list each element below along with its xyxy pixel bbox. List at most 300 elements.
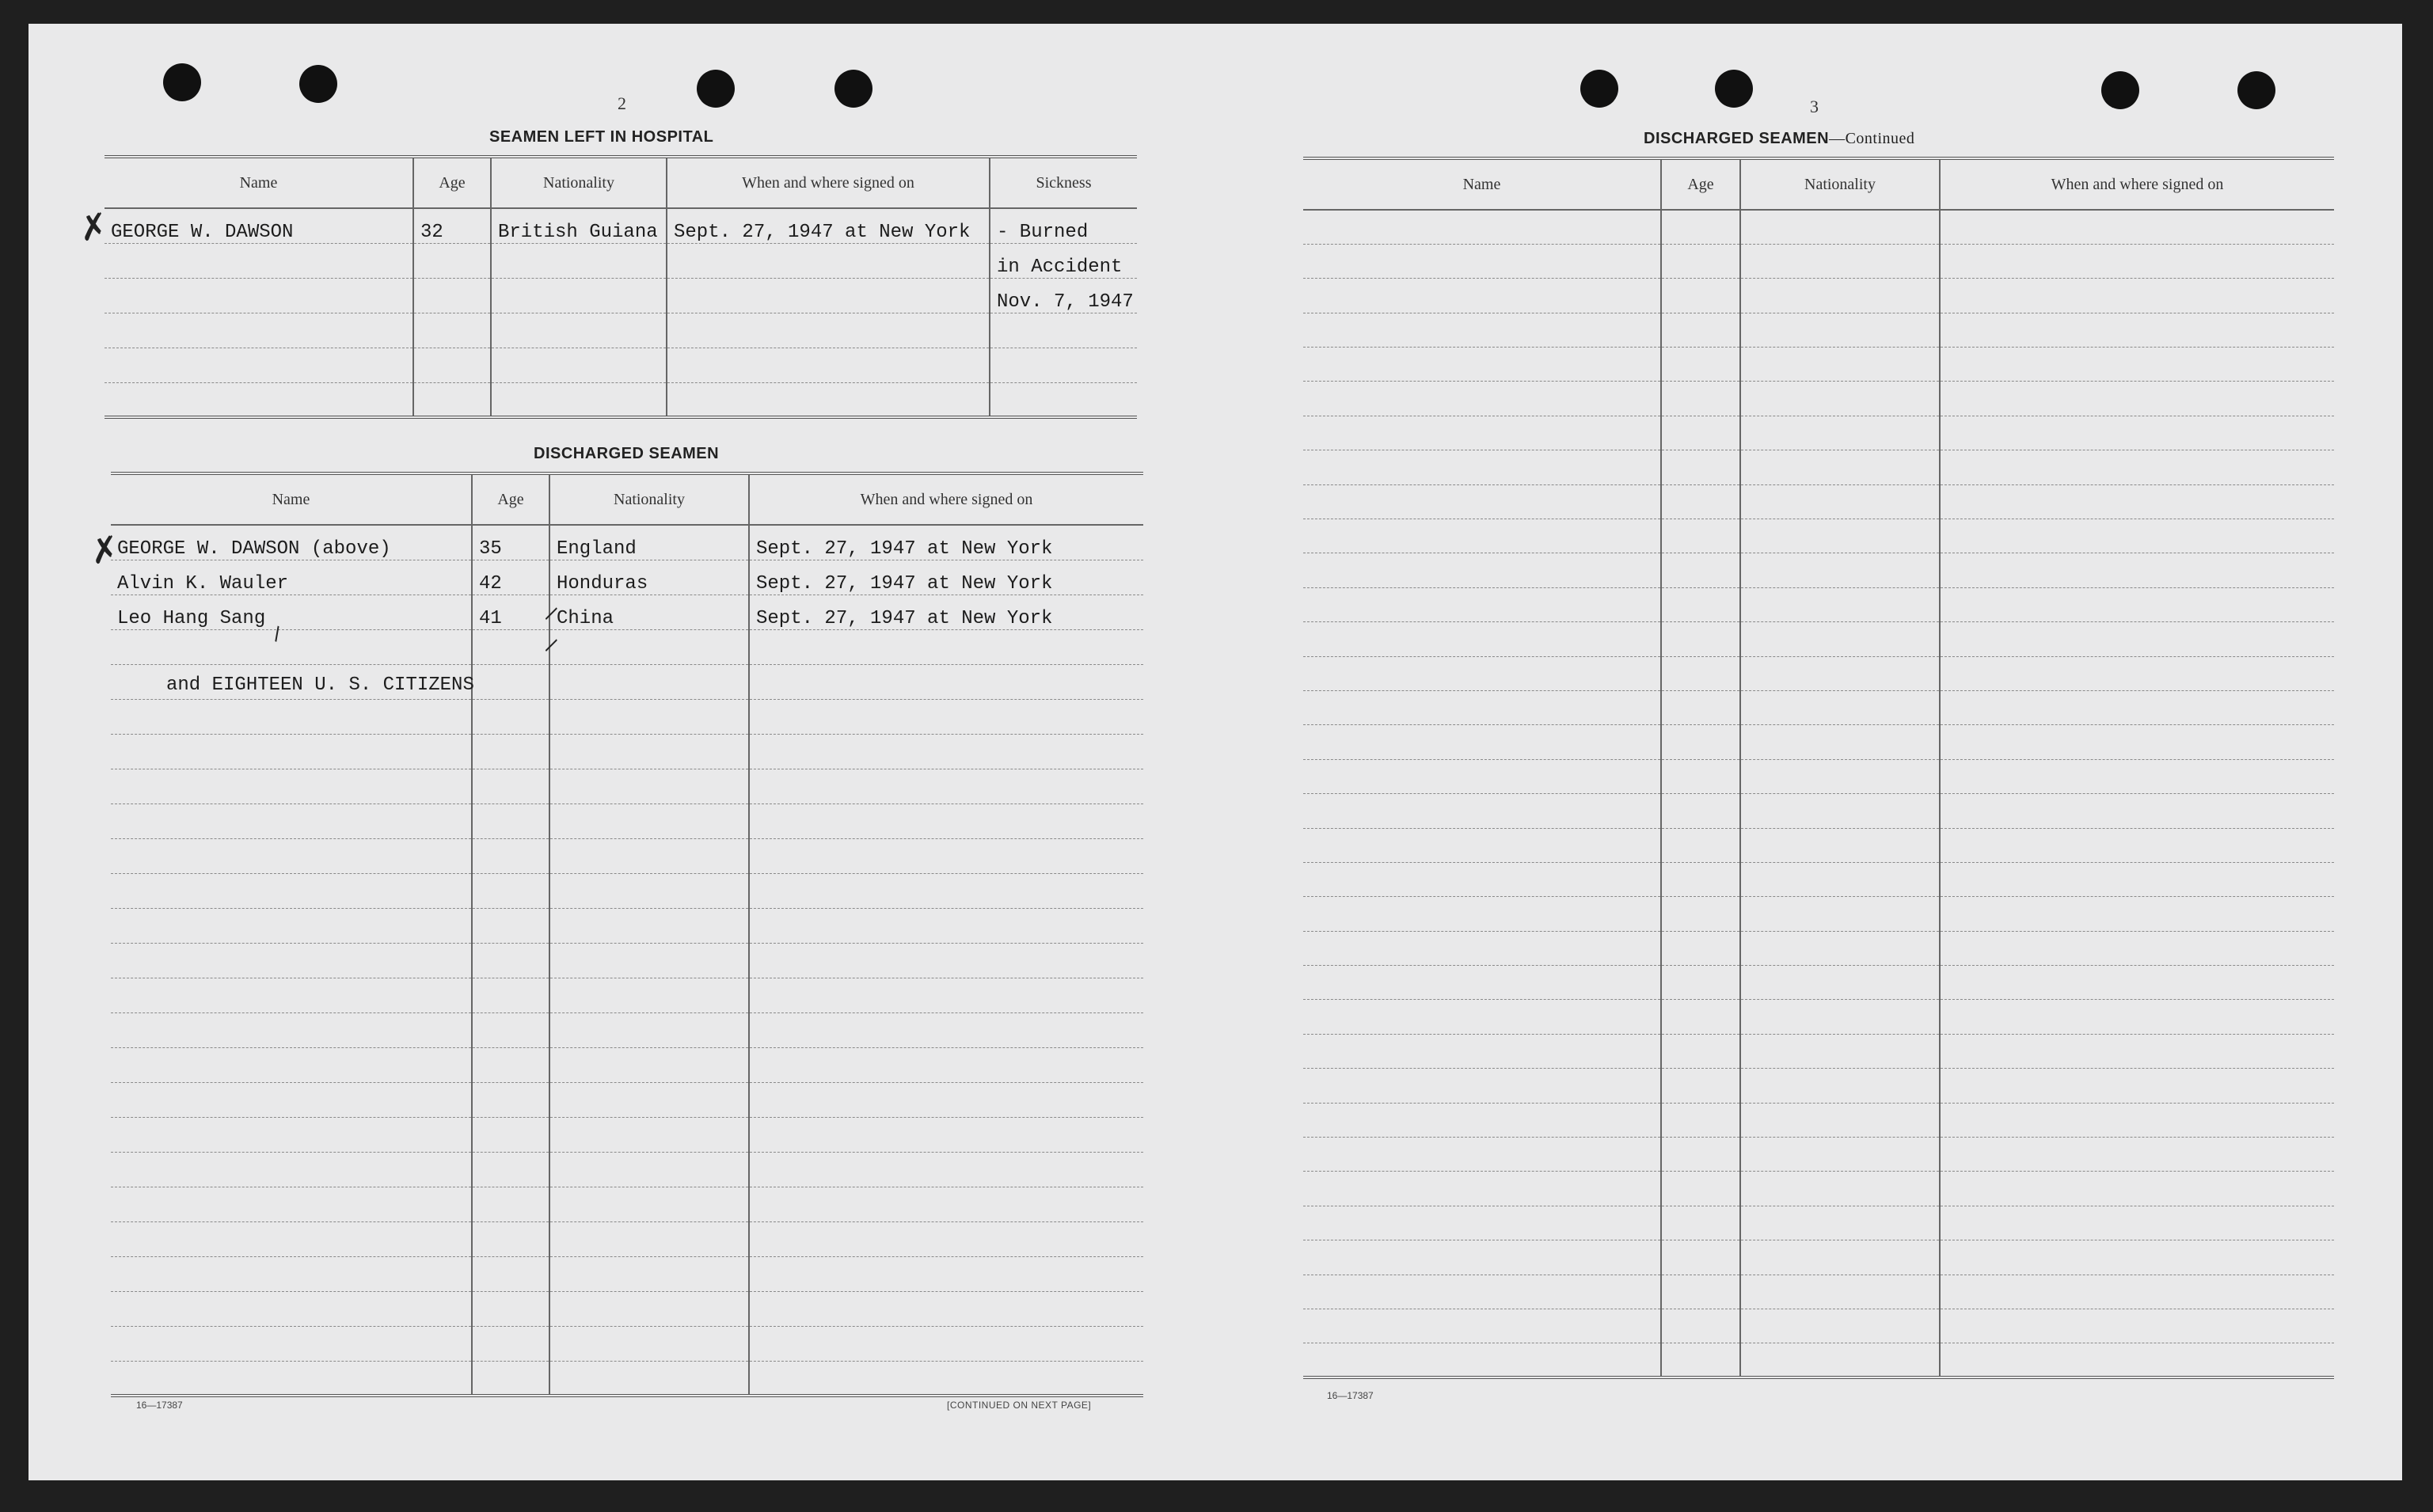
table-row: [1303, 1138, 2334, 1172]
cell-nationality: [1740, 279, 1940, 313]
cell-signed: [1940, 313, 2334, 347]
cell-signed: [749, 734, 1143, 769]
cell-signed: [749, 1291, 1143, 1326]
discharged-continued-title: [1644, 130, 1914, 148]
cell-signed: [1940, 1172, 2334, 1206]
cell-age: [472, 978, 549, 1012]
cell-signed: [1940, 828, 2334, 862]
cell-signed: [749, 943, 1143, 978]
discharged-continued-title-suffix: —Continued: [1829, 130, 1915, 147]
cell-signed: [749, 803, 1143, 838]
cell-nationality: [1740, 690, 1940, 724]
cell-name: [1303, 622, 1661, 656]
cell-signed: [749, 1117, 1143, 1152]
cell-signed: [1940, 1103, 2334, 1137]
table-row: [1303, 622, 2334, 656]
cell-name: [1303, 759, 1661, 793]
cell-nationality: [1740, 416, 1940, 450]
table-row: [105, 243, 1137, 278]
table-row: [111, 1047, 1143, 1082]
table-row: [111, 1187, 1143, 1221]
cell-nationality: [1740, 725, 1940, 759]
table-row: [1303, 1103, 2334, 1137]
cell-nationality: [1740, 1034, 1940, 1068]
cell-name: [1303, 725, 1661, 759]
cell-sickness: [990, 382, 1137, 417]
cell-signed: [749, 873, 1143, 908]
cell-age: [413, 382, 491, 417]
column-header-name: Name: [1303, 158, 1661, 210]
check-mark-icon: ✗: [87, 529, 123, 572]
cell-signed: Sept. 27, 1947 at New York: [667, 208, 990, 243]
table-row: [1303, 1069, 2334, 1103]
cell-nationality: [549, 1221, 749, 1256]
cell-signed: Sept. 27, 1947 at New York: [749, 595, 1143, 629]
cell-nationality: [1740, 382, 1940, 416]
cell-name: GEORGE W. DAWSON (above): [111, 525, 472, 560]
cell-signed: [749, 978, 1143, 1012]
cell-name: [1303, 1240, 1661, 1275]
discharged-continued-title-main: DISCHARGED SEAMEN: [1644, 130, 1830, 147]
cell-nationality: [1740, 656, 1940, 690]
table-row: [111, 734, 1143, 769]
cell-age: [1661, 244, 1740, 278]
cell-name: [111, 734, 472, 769]
table-row: [1303, 484, 2334, 519]
cell-name: [111, 1152, 472, 1187]
cell-age: [1661, 656, 1740, 690]
page-number-left: 2: [618, 93, 626, 113]
tick-mark-icon: \: [269, 621, 285, 647]
cell-name: [105, 382, 413, 417]
table-row: [1303, 1172, 2334, 1206]
cell-signed: [749, 1256, 1143, 1291]
cell-age: [472, 943, 549, 978]
cell-name: [1303, 210, 1661, 244]
column-header-age: Age: [413, 157, 491, 208]
cell-nationality: [1740, 1172, 1940, 1206]
cell-name: [1303, 1172, 1661, 1206]
column-header-age: Age: [1661, 158, 1740, 210]
cell-nationality: [1740, 1275, 1940, 1309]
cell-signed: [1940, 1275, 2334, 1309]
cell-age: [1661, 313, 1740, 347]
cell-name: [1303, 862, 1661, 896]
cell-signed: [1940, 725, 2334, 759]
form-code-right: 16—17387: [1327, 1390, 1374, 1401]
cell-name: [1303, 1138, 1661, 1172]
cell-nationality: [549, 908, 749, 943]
cell-signed: Sept. 27, 1947 at New York: [749, 525, 1143, 560]
cell-age: [413, 278, 491, 313]
cell-nationality: [1740, 862, 1940, 896]
column-header-name: Name: [111, 473, 472, 525]
cell-signed: [749, 699, 1143, 734]
cell-age: [472, 1361, 549, 1396]
cell-name: [1303, 1069, 1661, 1103]
cell-age: [472, 1012, 549, 1047]
column-header-signed-on: When and where signed on: [749, 473, 1143, 525]
table-row: [1303, 794, 2334, 828]
column-header-signed-on: When and where signed on: [667, 157, 990, 208]
cell-age: [472, 1256, 549, 1291]
cell-age: [472, 873, 549, 908]
tick-mark-icon: \: [539, 605, 563, 622]
cell-signed: [749, 1221, 1143, 1256]
cell-nationality: [549, 699, 749, 734]
cell-nationality: [1740, 244, 1940, 278]
cell-age: [472, 1221, 549, 1256]
table-row: [111, 978, 1143, 1012]
cell-sickness: [990, 313, 1137, 348]
cell-name: [111, 629, 472, 664]
table-row: [1303, 244, 2334, 278]
cell-name: [1303, 519, 1661, 553]
cell-signed: [749, 664, 1143, 699]
cell-nationality: [1740, 1138, 1940, 1172]
table-row: [111, 525, 1143, 560]
discharged-table-header: [111, 473, 1143, 525]
cell-name: [1303, 382, 1661, 416]
cell-signed: [1940, 210, 2334, 244]
cell-name: Alvin K. Wauler: [111, 560, 472, 595]
cell-age: [472, 838, 549, 873]
cell-age: [1661, 966, 1740, 1000]
cell-name: [1303, 897, 1661, 931]
table-row: [111, 769, 1143, 803]
cell-nationality: [491, 348, 667, 382]
cell-age: [472, 1152, 549, 1187]
cell-nationality: [549, 978, 749, 1012]
hospital-table-header: [105, 157, 1137, 208]
cell-nationality: [1740, 1240, 1940, 1275]
discharged-continued-table-header: [1303, 158, 2334, 210]
cell-age: [1661, 759, 1740, 793]
cell-name: [1303, 553, 1661, 587]
table-row: [111, 1221, 1143, 1256]
cell-signed: [1940, 244, 2334, 278]
cell-name: [111, 1047, 472, 1082]
cell-name: [1303, 794, 1661, 828]
cell-nationality: China: [549, 595, 749, 629]
cell-signed: [1940, 348, 2334, 382]
cell-nationality: [549, 838, 749, 873]
cell-nationality: [549, 769, 749, 803]
table-row: [1303, 348, 2334, 382]
cell-nationality: [1740, 931, 1940, 965]
cell-nationality: [549, 1047, 749, 1082]
cell-name: [111, 943, 472, 978]
table-row: [111, 908, 1143, 943]
cell-nationality: [1740, 1206, 1940, 1240]
cell-name: [105, 348, 413, 382]
tick-mark-icon: \: [539, 636, 563, 654]
table-row: [105, 313, 1137, 348]
table-row: [1303, 897, 2334, 931]
cell-signed: [749, 1047, 1143, 1082]
cell-age: 41: [472, 595, 549, 629]
cell-signed: [749, 1326, 1143, 1361]
cell-name: [111, 1187, 472, 1221]
cell-name: [105, 243, 413, 278]
table-row: [1303, 210, 2334, 244]
table-row: [1303, 1034, 2334, 1068]
cell-signed: [1940, 450, 2334, 484]
cell-signed: [749, 1187, 1143, 1221]
cell-nationality: [1740, 1069, 1940, 1103]
cell-name: [1303, 1103, 1661, 1137]
table-row: [111, 1082, 1143, 1117]
cell-signed: [1940, 794, 2334, 828]
cell-nationality: [549, 1256, 749, 1291]
cell-age: [472, 1326, 549, 1361]
cell-age: 42: [472, 560, 549, 595]
cell-signed: [1940, 1034, 2334, 1068]
column-header-nationality: Nationality: [549, 473, 749, 525]
cell-age: 32: [413, 208, 491, 243]
table-row: [1303, 382, 2334, 416]
cell-age: [472, 1187, 549, 1221]
cell-nationality: Honduras: [549, 560, 749, 595]
cell-name: [1303, 313, 1661, 347]
cell-age: [1661, 1275, 1740, 1309]
cell-age: [1661, 690, 1740, 724]
table-row: [111, 1012, 1143, 1047]
cell-nationality: [1740, 1000, 1940, 1034]
cell-signed: [1940, 931, 2334, 965]
table-row: [111, 699, 1143, 734]
table-row: [111, 560, 1143, 595]
cell-signed: [1940, 1000, 2334, 1034]
cell-age: [472, 1291, 549, 1326]
cell-age: [1661, 450, 1740, 484]
cell-age: [413, 348, 491, 382]
cell-age: [1661, 1069, 1740, 1103]
cell-age: [1661, 279, 1740, 313]
cell-age: [1661, 1172, 1740, 1206]
cell-nationality: [549, 1082, 749, 1117]
us-citizens-note: and EIGHTEEN U. S. CITIZENS: [166, 674, 474, 696]
table-row: [1303, 1309, 2334, 1343]
cell-age: [1661, 1240, 1740, 1275]
cell-age: [1661, 210, 1740, 244]
cell-nationality: [491, 243, 667, 278]
cell-age: [1661, 794, 1740, 828]
cell-nationality: [1740, 1343, 1940, 1377]
cell-nationality: [549, 1361, 749, 1396]
cell-name: [1303, 931, 1661, 965]
cell-nationality: [549, 1117, 749, 1152]
table-row: [1303, 931, 2334, 965]
cell-age: [1661, 553, 1740, 587]
table-row: [1303, 966, 2334, 1000]
table-row: [105, 208, 1137, 243]
cell-signed: [1940, 1138, 2334, 1172]
cell-nationality: [1740, 897, 1940, 931]
table-row: [1303, 553, 2334, 587]
table-row: [1303, 656, 2334, 690]
cell-name: [1303, 348, 1661, 382]
cell-age: [1661, 622, 1740, 656]
cell-nationality: [549, 1152, 749, 1187]
cell-nationality: [549, 664, 749, 699]
cell-nationality: [491, 278, 667, 313]
hospital-table: [105, 155, 1137, 419]
punch-hole: [697, 70, 735, 108]
cell-age: [1661, 1309, 1740, 1343]
cell-signed: [1940, 279, 2334, 313]
table-row: [111, 803, 1143, 838]
check-mark-icon: ✗: [76, 206, 112, 249]
table-row: [1303, 1275, 2334, 1309]
cell-name: [1303, 450, 1661, 484]
cell-signed: [749, 908, 1143, 943]
cell-nationality: [491, 382, 667, 417]
table-row: [105, 278, 1137, 313]
punch-hole: [299, 65, 337, 103]
cell-age: [1661, 931, 1740, 965]
cell-age: [1661, 484, 1740, 519]
cell-signed: [1940, 656, 2334, 690]
cell-signed: [667, 382, 990, 417]
cell-nationality: [1740, 1309, 1940, 1343]
cell-signed: [1940, 1206, 2334, 1240]
cell-nationality: [1740, 553, 1940, 587]
cell-signed: [1940, 897, 2334, 931]
cell-name: [1303, 1309, 1661, 1343]
cell-signed: [749, 629, 1143, 664]
document-sheet: [29, 24, 2402, 1480]
cell-age: [472, 734, 549, 769]
cell-nationality: [491, 313, 667, 348]
cell-age: [472, 664, 549, 699]
table-row: [111, 1326, 1143, 1361]
column-header-nationality: Nationality: [1740, 158, 1940, 210]
cell-age: [1661, 1343, 1740, 1377]
table-row: [111, 838, 1143, 873]
cell-age: [1661, 587, 1740, 621]
cell-age: [1661, 1000, 1740, 1034]
cell-nationality: [549, 1012, 749, 1047]
cell-signed: [1940, 759, 2334, 793]
cell-signed: [1940, 587, 2334, 621]
cell-signed: [667, 278, 990, 313]
table-row: [1303, 416, 2334, 450]
cell-signed: [1940, 484, 2334, 519]
table-row: [111, 1256, 1143, 1291]
table-row: [1303, 1343, 2334, 1377]
cell-name: [105, 278, 413, 313]
table-row: [1303, 1000, 2334, 1034]
table-row: [1303, 519, 2334, 553]
discharged-table: [111, 472, 1143, 1397]
cell-name: [111, 1291, 472, 1326]
cell-name: GEORGE W. DAWSON: [105, 208, 413, 243]
cell-name: [111, 1361, 472, 1396]
cell-age: [472, 769, 549, 803]
table-row: [1303, 279, 2334, 313]
table-row: [1303, 690, 2334, 724]
cell-age: [472, 1047, 549, 1082]
cell-name: [1303, 416, 1661, 450]
discharged-section-title: DISCHARGED SEAMEN: [534, 445, 720, 462]
cell-signed: [749, 1082, 1143, 1117]
cell-nationality: [549, 1187, 749, 1221]
cell-nationality: [1740, 828, 1940, 862]
cell-name: [111, 699, 472, 734]
cell-age: [1661, 1034, 1740, 1068]
cell-sickness: Nov. 7, 1947: [990, 278, 1137, 313]
punch-hole: [2101, 71, 2139, 109]
cell-name: [1303, 656, 1661, 690]
cell-name: [111, 908, 472, 943]
cell-nationality: England: [549, 525, 749, 560]
table-row: [111, 943, 1143, 978]
cell-signed: [1940, 966, 2334, 1000]
cell-name: [111, 803, 472, 838]
form-code-left: 16—17387: [136, 1400, 183, 1411]
punch-hole: [163, 63, 201, 101]
hospital-section-title: SEAMEN LEFT IN HOSPITAL: [489, 128, 714, 146]
cell-name: [1303, 587, 1661, 621]
cell-age: [1661, 348, 1740, 382]
cell-name: [1303, 1000, 1661, 1034]
cell-sickness: in Accident: [990, 243, 1137, 278]
cell-name: [1303, 279, 1661, 313]
cell-nationality: [1740, 966, 1940, 1000]
cell-name: [1303, 690, 1661, 724]
continued-note: [CONTINUED ON NEXT PAGE]: [947, 1400, 1092, 1411]
cell-age: [1661, 1206, 1740, 1240]
cell-name: [111, 1256, 472, 1291]
cell-signed: Sept. 27, 1947 at New York: [749, 560, 1143, 595]
cell-signed: [749, 1152, 1143, 1187]
cell-age: [1661, 1103, 1740, 1137]
column-header-age: Age: [472, 473, 549, 525]
cell-age: [413, 243, 491, 278]
table-row: [1303, 725, 2334, 759]
discharged-continued-table: [1303, 157, 2334, 1379]
cell-nationality: [549, 1326, 749, 1361]
punch-hole: [834, 70, 872, 108]
table-row: [105, 382, 1137, 417]
cell-nationality: [549, 629, 749, 664]
table-row: [1303, 1206, 2334, 1240]
cell-signed: [749, 1361, 1143, 1396]
cell-age: [1661, 382, 1740, 416]
punch-hole: [2237, 71, 2275, 109]
column-header-name: Name: [105, 157, 413, 208]
cell-signed: [1940, 519, 2334, 553]
cell-name: [1303, 1343, 1661, 1377]
cell-signed: [1940, 1069, 2334, 1103]
cell-nationality: [1740, 519, 1940, 553]
table-row: [1303, 587, 2334, 621]
cell-name: [111, 1117, 472, 1152]
cell-nationality: [1740, 587, 1940, 621]
table-row: [111, 1117, 1143, 1152]
cell-signed: [1940, 690, 2334, 724]
cell-name: [105, 313, 413, 348]
cell-age: [472, 629, 549, 664]
cell-name: [1303, 828, 1661, 862]
cell-name: [1303, 1034, 1661, 1068]
cell-signed: [1940, 416, 2334, 450]
column-header-nationality: Nationality: [491, 157, 667, 208]
table-row: [1303, 1240, 2334, 1275]
cell-nationality: [549, 803, 749, 838]
cell-name: [1303, 966, 1661, 1000]
